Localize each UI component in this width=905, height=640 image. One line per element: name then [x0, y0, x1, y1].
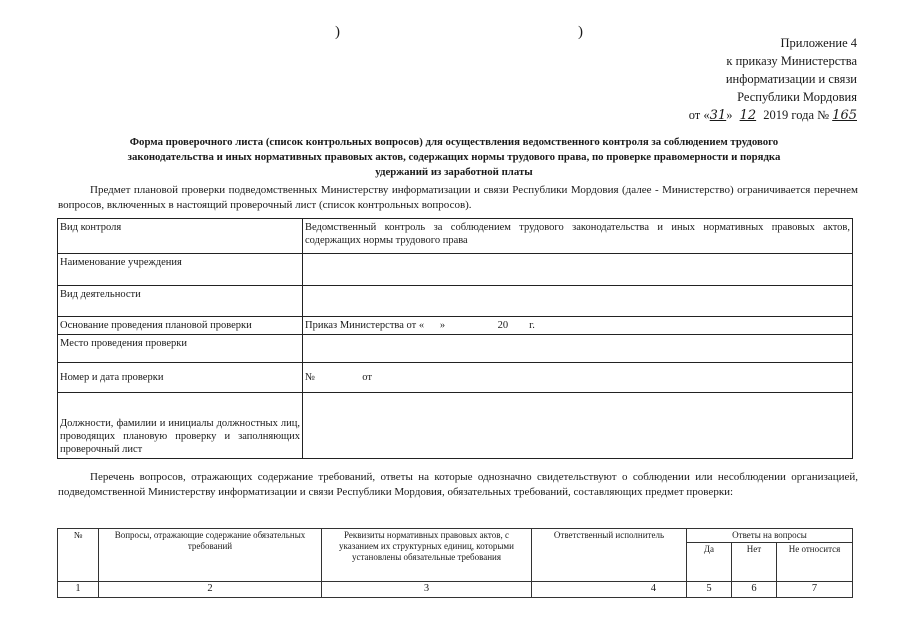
- header-requisites: Реквизиты нормативных правовых актов, с указанием их структурных единиц, которыми установлены обязательные требования: [322, 529, 532, 582]
- handwritten-day: 31: [709, 108, 727, 123]
- row-value[interactable]: [303, 335, 853, 363]
- table-header-row: [58, 529, 853, 543]
- form-title: Форма проверочного листа (список контрольных вопросов) для осуществления ведомственного контроля за соблюдением трудового законодательства и иных нормативных правовых актов, содержащих нормы трудового права, по проверке правомерности и порядка удержаний из заработной платы: [127, 136, 781, 178]
- row-label: Должности, фамилии и инициалы должностных лиц, проводящих плановую проверку и заполняющих проверочный лист: [58, 393, 303, 459]
- row-label: Место проведения проверки: [58, 335, 303, 363]
- table-row: [58, 335, 853, 363]
- table-row: [58, 363, 853, 393]
- appendix-line: Приложение 4: [780, 36, 857, 50]
- row-label: Номер и дата проверки: [58, 363, 303, 393]
- col-number: 4: [532, 582, 687, 598]
- appendix-line: к приказу Министерства: [726, 54, 857, 68]
- handwritten-number: 165: [832, 108, 857, 123]
- header-num: №: [58, 529, 99, 582]
- row-label: Вид контроля: [58, 219, 303, 254]
- row-value[interactable]: № от: [303, 363, 853, 393]
- row-label: Основание проведения плановой проверки: [58, 317, 303, 335]
- appendix-block: [557, 34, 857, 125]
- appendix-line: информатизации и связи: [725, 72, 857, 86]
- row-value: Ведомственный контроль за соблюдением трудового законодательства и иных нормативных правовых актов, содержащих нормы трудового права: [303, 219, 853, 254]
- table-row: [58, 582, 853, 598]
- col-number: 2: [99, 582, 322, 598]
- row-value[interactable]: [303, 393, 853, 459]
- col-number: 5: [687, 582, 732, 598]
- intro-paragraph: Предмет плановой проверки подведомственных Министерству информатизации и связи Республики Мордовия (далее - Министерство) ограничивается перечнем вопросов, включенных в настоящий проверочный лист (список контрольных вопросов).: [58, 184, 858, 211]
- col-number: 7: [777, 582, 853, 598]
- table-row: [58, 317, 853, 335]
- header-no: Нет: [732, 543, 777, 582]
- row-value[interactable]: [303, 254, 853, 286]
- list-paragraph: Перечень вопросов, отражающих содержание требований, ответы на которые однозначно свидетельствуют о соблюдении или несоблюдении организацией, подведомственной Министерству информатизации и связи Республики Мордовия, обязательных требований, составляющих предмет проверки:: [58, 471, 858, 498]
- questions-table: [57, 528, 853, 598]
- header-answers: Ответы на вопросы: [687, 529, 853, 543]
- col-number: 3: [322, 582, 532, 598]
- header-questions: Вопросы, отражающие содержание обязательных требований: [99, 529, 322, 582]
- handwritten-month: 12: [739, 108, 757, 123]
- info-table: [57, 218, 853, 459]
- appendix-date: от «31» 12 2019 года № 165: [688, 108, 857, 123]
- col-number: 1: [58, 582, 99, 598]
- row-label: Наименование учреждения: [58, 254, 303, 286]
- row-value[interactable]: [303, 286, 853, 317]
- row-label: Вид деятельности: [58, 286, 303, 317]
- header-yes: Да: [687, 543, 732, 582]
- table-row: [58, 254, 853, 286]
- row-value[interactable]: Приказ Министерства от « » 20 г.: [303, 317, 853, 335]
- table-row: [58, 219, 853, 254]
- col-number: 6: [732, 582, 777, 598]
- header-paren-right: ): [578, 24, 583, 40]
- table-row: [58, 393, 853, 459]
- appendix-line: Республики Мордовия: [737, 90, 857, 104]
- header-paren-left: ): [335, 24, 340, 40]
- header-na: Не относится: [777, 543, 853, 582]
- table-row: [58, 286, 853, 317]
- header-responsible: Ответственный исполнитель: [532, 529, 687, 582]
